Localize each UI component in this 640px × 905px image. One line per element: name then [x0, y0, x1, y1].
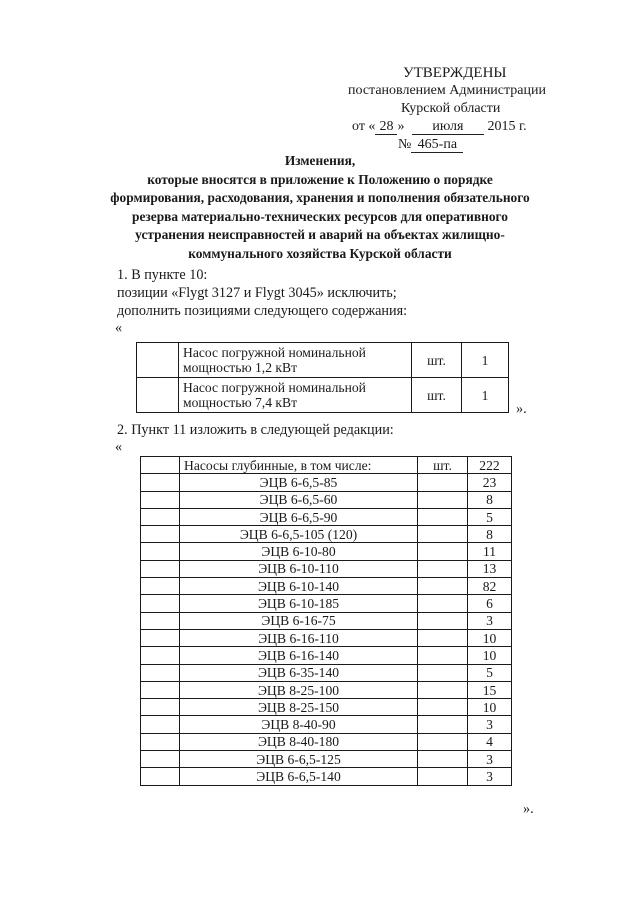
table-row [141, 751, 512, 768]
table-cell-qty: 1 [462, 378, 509, 413]
date-month: июля [412, 120, 484, 135]
table-row [141, 716, 512, 733]
table-cell-name: ЭЦВ 8-40-90 [180, 716, 418, 733]
table-cell-name [179, 343, 412, 378]
table-row [141, 526, 512, 543]
title-line1: Изменения, [284, 153, 356, 168]
table-row [141, 629, 512, 646]
section1-line2: дополнить позициями следующего содержания: [117, 303, 408, 319]
table-pumps [140, 456, 512, 786]
title-line2: которые вносятся в приложение к Положению о порядке [147, 171, 493, 187]
table-cell-name: ЭЦВ 6-6,5-85 [180, 474, 418, 491]
document-title [60, 152, 580, 264]
table-cell-unit: шт. [418, 457, 468, 474]
number-value: 465-па [411, 138, 463, 153]
table-cell-qty: 3 [468, 716, 512, 733]
table-cell-qty: 10 [468, 699, 512, 716]
name-line2: мощностью 7,4 кВт [183, 395, 298, 410]
table-cell-qty: 3 [468, 751, 512, 768]
table-cell-name: ЭЦВ 6-35-140 [180, 664, 418, 681]
table-cell-qty: 13 [468, 560, 512, 577]
table-cell-unit [418, 526, 468, 543]
table-row [141, 595, 512, 612]
table-header-row [141, 457, 512, 474]
table-cell-name: ЭЦВ 6-10-140 [180, 578, 418, 595]
table-cell-unit [418, 629, 468, 646]
name-line2: мощностью 1,2 кВт [183, 360, 298, 375]
table-cell-blank [141, 629, 180, 646]
table-row [141, 733, 512, 750]
table-cell-name: ЭЦВ 6-16-140 [180, 647, 418, 664]
date-year: 2015 г. [487, 119, 527, 134]
table-cell-unit [418, 716, 468, 733]
name-line1: Насос погружной номинальной [183, 380, 366, 395]
table-cell-unit [418, 751, 468, 768]
table-cell-unit: шт. [412, 343, 462, 378]
section1-line1: позиции «Flygt 3127 и Flygt 3045» исключить; [117, 285, 397, 301]
table-row [137, 343, 509, 378]
table-cell-unit [418, 508, 468, 525]
table-cell-name: ЭЦВ 6-6,5-90 [180, 508, 418, 525]
table-cell-qty: 8 [468, 491, 512, 508]
table-cell-blank [137, 378, 179, 413]
section2-heading: 2. Пункт 11 изложить в следующей редакции: [117, 422, 394, 438]
table-row [141, 612, 512, 629]
table-cell-blank [141, 491, 180, 508]
section1-heading: 1. В пункте 10: [117, 267, 208, 283]
table-cell-blank [141, 768, 180, 785]
table-cell-qty: 1 [462, 343, 509, 378]
table-row [141, 560, 512, 577]
table-row [141, 681, 512, 698]
approval-date [352, 118, 527, 136]
table-cell-name: ЭЦВ 8-25-150 [180, 699, 418, 716]
table-cell-blank [137, 343, 179, 378]
name-line1: Насос погружной номинальной [183, 345, 366, 360]
section2-close-quote: ». [523, 801, 534, 817]
table-row [141, 508, 512, 525]
table-row [141, 491, 512, 508]
approval-line2: Курской области [401, 101, 501, 116]
table-cell-unit [418, 647, 468, 664]
title-line3: формирования, расходования, хранения и пополнения обязательного [110, 190, 530, 206]
table-cell-unit [418, 699, 468, 716]
table-row [141, 664, 512, 681]
table-cell-blank [141, 526, 180, 543]
section1-close-quote: ». [516, 401, 527, 417]
table-cell-unit [418, 681, 468, 698]
table-cell-unit [418, 578, 468, 595]
table-row [141, 543, 512, 560]
title-line6: коммунального хозяйства Курской области [188, 245, 452, 261]
table-cell-unit [418, 595, 468, 612]
table-cell-qty: 82 [468, 578, 512, 595]
table-cell-qty: 4 [468, 733, 512, 750]
section2-open-quote: « [115, 439, 123, 455]
table-cell-blank [141, 595, 180, 612]
table-cell-name: ЭЦВ 6-6,5-105 (120) [180, 526, 418, 543]
table-cell-unit [418, 543, 468, 560]
table-cell-blank [141, 457, 180, 474]
table-cell-qty: 222 [468, 457, 512, 474]
table-cell-blank [141, 560, 180, 577]
table-row [141, 474, 512, 491]
table-cell-name: Насосы глубинные, в том числе: [180, 457, 418, 474]
number-prefix: № [398, 137, 412, 152]
table-cell-qty: 5 [468, 508, 512, 525]
date-day: 28 [375, 120, 397, 135]
table-cell-qty: 11 [468, 543, 512, 560]
table-cell-qty: 6 [468, 595, 512, 612]
table-row [141, 699, 512, 716]
table-cell-blank [141, 681, 180, 698]
table-cell-name: ЭЦВ 6-16-75 [180, 612, 418, 629]
table-cell-qty: 23 [468, 474, 512, 491]
table-cell-unit [418, 491, 468, 508]
table-row [137, 378, 509, 413]
table-cell-qty: 15 [468, 681, 512, 698]
section1-open-quote: « [115, 320, 123, 336]
table-cell-unit [418, 664, 468, 681]
table-cell-unit [418, 474, 468, 491]
table-cell-unit [418, 768, 468, 785]
table-cell-blank [141, 647, 180, 664]
table-cell-blank [141, 751, 180, 768]
table-additions [136, 342, 509, 413]
table-cell-name: ЭЦВ 6-16-110 [180, 629, 418, 646]
table-cell-blank [141, 612, 180, 629]
table-cell-qty: 3 [468, 612, 512, 629]
title-line5: устранения неисправностей и аварий на объектах жилищно- [135, 227, 505, 243]
table-cell-blank [141, 733, 180, 750]
table-cell-blank [141, 543, 180, 560]
date-prefix: от « [352, 119, 376, 134]
table-cell-qty: 3 [468, 768, 512, 785]
table-cell-qty: 10 [468, 647, 512, 664]
table-cell-unit [418, 560, 468, 577]
table-cell-name: ЭЦВ 8-40-180 [180, 733, 418, 750]
table-row [141, 647, 512, 664]
table-cell-blank [141, 664, 180, 681]
table-cell-name: ЭЦВ 8-25-100 [180, 681, 418, 698]
table-cell-unit: шт. [412, 378, 462, 413]
title-line4: резерва материально-технических ресурсов для оперативного [132, 208, 508, 224]
table-cell-blank [141, 474, 180, 491]
table-cell-name: ЭЦВ 6-6,5-125 [180, 751, 418, 768]
approval-line1: постановлением Администрации [348, 83, 546, 98]
table-row [141, 578, 512, 595]
table-cell-qty: 8 [468, 526, 512, 543]
table-cell-name: ЭЦВ 6-6,5-140 [180, 768, 418, 785]
table-cell-blank [141, 508, 180, 525]
table-cell-unit [418, 612, 468, 629]
approval-heading: УТВЕРЖДЕНЫ [403, 65, 507, 81]
table-cell-name [179, 378, 412, 413]
table-cell-qty: 10 [468, 629, 512, 646]
table-cell-name: ЭЦВ 6-10-110 [180, 560, 418, 577]
table-cell-blank [141, 716, 180, 733]
table-cell-name: ЭЦВ 6-6,5-60 [180, 491, 418, 508]
table-cell-blank [141, 578, 180, 595]
table-cell-name: ЭЦВ 6-10-185 [180, 595, 418, 612]
table-cell-name: ЭЦВ 6-10-80 [180, 543, 418, 560]
table-cell-unit [418, 733, 468, 750]
table-cell-blank [141, 699, 180, 716]
table-cell-qty: 5 [468, 664, 512, 681]
date-mid: » [397, 119, 405, 134]
table-row [141, 768, 512, 785]
